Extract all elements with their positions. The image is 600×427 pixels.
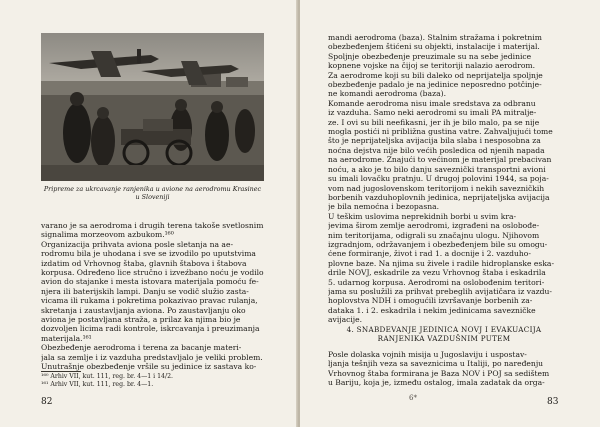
text-line: na aerodrome. Znajući to većinom je materijal prebacivan (328, 155, 552, 165)
text-line: avion do stajanke i mesta istovara materijala pomoću fe- (41, 277, 259, 287)
text-line: u Bariju, koja je, između ostalog, imala zadatak da orga- (328, 378, 545, 388)
text-line: aviona je postavljana straža, a prilaz ka njima bio je (41, 315, 241, 325)
text-line: jama su poslužili za prihvat prebeglih avijatičara iz vazdu- (328, 286, 552, 296)
photo-caption (41, 185, 264, 201)
text-line: ze. I ovi su bili neefikasni, jer ih je bilo malo, pa se nije (328, 117, 540, 127)
text-line: 5. udarnog korpusa. Aerodromi na oslobođenim teritori- (328, 277, 545, 287)
airfield-photo-image (41, 33, 264, 181)
page-number-right: 83 (547, 397, 559, 407)
text-line: Unutrašnje obezbeđenje vršile su jedinice iz sastava ko- (41, 362, 257, 372)
footnote-divider (41, 371, 81, 372)
text-line: je bila nemoćna i bezopasna. (328, 202, 440, 212)
text-line: varano je sa aerodroma i drugih terena takoše svetlosnim (41, 221, 264, 230)
text-line: što je neprijateljska avijacija bila slaba i nesposobna za (328, 136, 541, 146)
text-line: korpusa. Određeno lice stručno i izveźbano noću je vodilo (41, 268, 264, 278)
text-line: Posle dolaska vojnih misija u Jugoslaviju i uspostav- (328, 350, 527, 359)
text-line: izdatim od Vrhovnog štaba, glavnih štabova i štabova (41, 258, 247, 268)
text-line: mandi aerodroma (baza). Stalnim stražama i pokretnim (328, 33, 542, 42)
text-line: izgradnjom, održavanjem i obezbeđenjem bile su omogu- (328, 239, 548, 249)
text-line: njera ili baterijskih lampi. Danju se vodič služio zasta- (41, 286, 249, 296)
text-line: hoplovstva NDH i omogućili izvršavanje borbenih za- (328, 296, 533, 306)
right-body-text-section-4 (328, 350, 560, 388)
text-line: materijala.¹⁶¹ (41, 333, 92, 343)
text-line: drile NOVJ, eskadrile za vezu Vrhovnog štaba i eskadrila (328, 268, 546, 278)
left-body-text (41, 221, 266, 372)
text-line: dataka 1. i 2. eskadrila i nekim jedinicama savezničke (328, 305, 536, 315)
text-line: obezbeđenje padalo je na jedinice neposredno potčinje- (328, 80, 542, 90)
text-line: Vrhovnog štaba formirana je Baza NOV i POJ sa sedištem (328, 368, 550, 378)
text-line: mogla postići ni približna gustina vatre. Zahvaljujući tome (328, 127, 553, 137)
text-line: Za aerodrome koji su bili daleko od neprijatelja spoljnje (328, 70, 543, 80)
text-line: skretanja i zaustavljanja aviona. Po zaustavljanju oko (41, 305, 246, 315)
text-line: Spoljnje obezbeđenje preuzimale su na sebe jedinice (328, 51, 532, 61)
page-number-left: 82 (41, 397, 53, 407)
text-line: obezbeđenjem štićeni su objekti, instalacije i materijal. (328, 42, 540, 52)
text-line: jala sa zemlje i iz vazduha predstavljalo je veliki problem. (41, 352, 263, 362)
text-line: nim teritorijama, odigrali su značajnu ulogu. Njihovom (328, 230, 540, 240)
footnote: ¹⁶⁰ Arhiv VII, kut. 111, reg. br. 4—1 i 14/2. (41, 373, 173, 380)
right-body-text (328, 33, 560, 325)
text-line: iz vazduha. Samo neki aerodromi su imali PA mitralje- (328, 108, 537, 118)
text-line: avijacije. (328, 315, 363, 325)
right-page (300, 0, 600, 427)
heading-line: 4. SNABDEVANJE JEDINICA NOVJ I EVAKUACIJA (346, 325, 542, 334)
text-line: ne komandi aerodroma (baza). (328, 89, 446, 99)
text-line: vicama ili rukama i pokretima pokazivao pravac rulanja, (41, 296, 258, 306)
section-heading (328, 325, 560, 343)
signature-mark: 6* (409, 394, 417, 402)
heading-line: RANJENIKA VAZDUŠNIM PUTEM (377, 334, 511, 343)
text-line: plovne baze. Na njima su živele i radile hidroplanske eskа- (328, 258, 555, 268)
caption-line: Pripreme za ukrcavanje ranjenika u avione na aerodromu Krasinec (43, 185, 262, 193)
text-line: kopnene vojske na čijoj se teritoriji nalazio aerodrom. (328, 61, 536, 71)
text-line: noćna dejstva nije bilo većih posledica od njenih napada (328, 145, 545, 155)
left-page (0, 0, 298, 427)
text-line: jevima širom zemlje aerodromi, izgrađeni na oslobođe- (328, 221, 540, 231)
text-line: signalima morzeovom azbukom.¹⁶⁰ (41, 230, 174, 240)
text-line: ćene formiranje, život i rad 1. a docnije i 2. vazduho- (328, 249, 531, 259)
caption-line: u Sloveniji (135, 193, 170, 201)
text-line: ljanja tešnjih veza sa saveznicima u Italiji, po naređenju (328, 359, 544, 369)
footnotes (41, 373, 266, 388)
text-line: Organizacija prihvata aviona posle sletanja na ae- (41, 239, 234, 249)
text-line: vom nad jugoslovenskom teritorijom i nekih savezničkih (328, 183, 545, 193)
text-line: Komande aerodroma nisu imale sredstava za odbranu (328, 98, 536, 108)
text-line: borbenih vazduhoplovnih jedinica, neprijateljska avijacija (328, 192, 550, 202)
wartime-airfield-photo (41, 33, 264, 181)
text-line: rodromu bila je uhodana i sve se izvodilo po uputstvima (41, 249, 256, 259)
footnote: ¹⁶¹ Arhiv VII, kut. 111, reg. br. 4—1. (41, 380, 154, 388)
text-line: dozvoljen licima radi kontrole, iskrcavanja i preuzimanja (41, 324, 260, 334)
text-line: su imali lovačku pratnju. U drugoj polovini 1944, sa poja- (328, 174, 549, 184)
text-line: noću, a ako je to bilo danju saveznički transportni avioni (328, 164, 546, 174)
text-line: Obezbeđenje aerodroma i terena za bacanje materi- (41, 343, 242, 353)
text-line: U teškim uslovima neprekidnih borbi u svim kra- (328, 211, 517, 221)
